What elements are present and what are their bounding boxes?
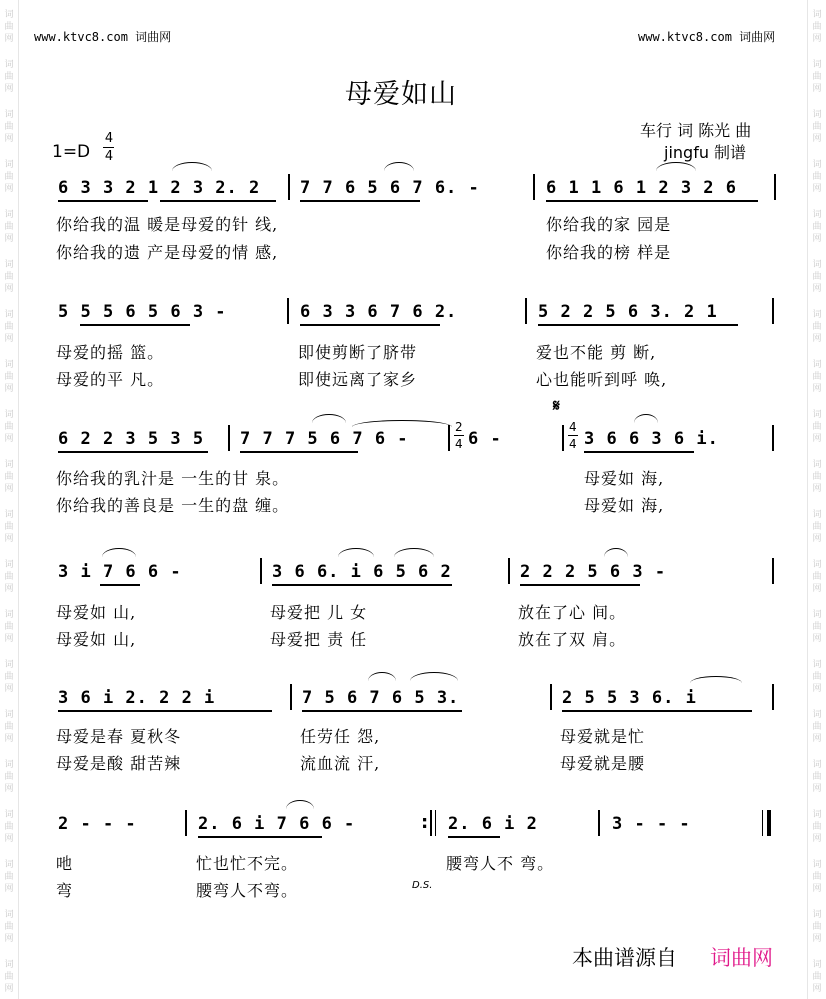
underline-beam [448,836,500,838]
watermark-char: 网 [812,534,822,544]
lyrics-row1-verse2-b: 你给我的榜 样是 [546,243,672,262]
watermark-char: 词 [812,10,822,20]
slur [312,414,346,423]
underline-beam [160,200,276,202]
watermark-char: 曲 [4,972,14,982]
lyrics-row2-verse2-c: 心也能听到呼 唤, [536,370,668,389]
watermark-char: 词 [4,960,14,970]
watermark-char: 词 [4,360,14,370]
slur [368,672,396,681]
lyrics-row5-verse2-c: 母爱就是腰 [560,754,646,773]
lyrics-row3-verse2-b: 母爱如 海, [584,496,665,515]
underline-beam [58,200,148,202]
notes-row4-measure3: 2 2 2 5 6 3 - [520,562,667,582]
watermark-char: 网 [812,634,822,644]
watermark-char: 曲 [812,522,822,532]
watermark-char: 曲 [4,372,14,382]
notes-row6-measure4: 3 - - - [612,814,691,834]
lyrics-row4-verse2-a: 母爱如 山, [56,630,137,649]
left-watermark-column [0,0,19,999]
watermark-char: 曲 [4,672,14,682]
watermark-char: 词 [4,760,14,770]
notes-row1-measure2: 7 7 6 5 6 7 6. - [300,178,480,198]
lyrics-row1-verse1-b: 你给我的家 园是 [546,215,672,234]
watermark-char: 网 [4,234,14,244]
underline-beam [538,324,738,326]
final-barline-thin [762,810,763,836]
watermark-char: 曲 [4,72,14,82]
watermark-char: 网 [4,34,14,44]
notes-row2-measure1: 5 5 5 6 5 6 3 - [58,302,227,322]
watermark-char: 网 [4,934,14,944]
time-change-line [454,435,464,436]
lyrics-row4-verse2-c: 放在了双 肩。 [518,630,627,649]
barline [185,810,187,836]
barline [525,298,527,324]
lyrics-row3-verse1-b: 母爱如 海, [584,469,665,488]
header-site-left[interactable]: www.ktvc8.com 词曲网 [34,30,172,44]
watermark-char: 网 [812,184,822,194]
watermark-char: 曲 [812,422,822,432]
watermark-char: 词 [4,710,14,720]
watermark-char: 词 [812,910,822,920]
underline-beam [520,584,640,586]
tie [352,420,452,427]
time-change2-line [568,435,578,436]
watermark-char: 曲 [4,222,14,232]
barline [772,558,774,584]
barline [562,425,564,451]
notes-row3-measure4: 3 6 6 3 6 i. [584,429,719,449]
watermark-char: 曲 [4,422,14,432]
underline-beam [272,584,452,586]
watermark-char: 词 [4,10,14,20]
watermark-char: 网 [812,384,822,394]
lyrics-row1-verse2-a: 你给我的遗 产是母爱的情 感, [56,243,279,262]
notes-row6-measure1: 2 - - - [58,814,137,834]
lyrics-row2-verse2-a: 母爱的平 凡。 [56,370,165,389]
watermark-char: 词 [4,460,14,470]
lyrics-row2-verse1-b: 即使剪断了脐带 [298,343,418,362]
watermark-char: 网 [4,684,14,694]
watermark-char: 词 [4,260,14,270]
watermark-char: 词 [4,610,14,620]
time-sig-bottom: 4 [104,149,114,164]
slur [604,548,628,557]
watermark-char: 词 [4,110,14,120]
watermark-char: 曲 [812,122,822,132]
notes-row2-measure2: 6 3 3 6 7 6 2. [300,302,458,322]
time-sig-top: 4 [104,131,114,146]
song-credits: 车行 词 陈光 曲 [640,121,752,140]
barline [290,684,292,710]
barline [772,298,774,324]
watermark-char: 词 [4,410,14,420]
watermark-char: 曲 [812,822,822,832]
score-maker: jingfu 制谱 [664,143,747,162]
underline-beam [100,584,140,586]
underline-beam [198,836,322,838]
watermark-char: 曲 [4,922,14,932]
ds-marking: D.S. [412,880,433,891]
lyrics-row4-verse1-c: 放在了心 间。 [518,603,627,622]
barline [774,174,776,200]
watermark-char: 网 [4,534,14,544]
watermark-char: 网 [812,934,822,944]
lyrics-row5-verse1-b: 任劳任 怨, [300,727,381,746]
watermark-char: 曲 [4,272,14,282]
header-site-right[interactable]: www.ktvc8.com 词曲网 [638,30,776,44]
time-change-bottom: 4 [455,437,463,451]
lyrics-row4-verse1-a: 母爱如 山, [56,603,137,622]
watermark-char: 词 [812,510,822,520]
watermark-char: 曲 [4,22,14,32]
watermark-char: 词 [812,610,822,620]
lyrics-row6-verse1-c: 腰弯人不 弯。 [446,854,555,873]
watermark-char: 词 [812,160,822,170]
notes-row5-measure3: 2 5 5 3 6. i [562,688,697,708]
slur [286,800,314,809]
barline [448,425,450,451]
watermark-char: 词 [4,560,14,570]
watermark-char: 曲 [812,322,822,332]
lyrics-row6-verse1-a: 吔 [56,854,74,873]
watermark-char: 词 [4,660,14,670]
repeat-dots: : [421,812,429,833]
watermark-char: 网 [4,634,14,644]
slur [338,548,374,557]
time-change2-bottom: 4 [569,437,577,451]
lyrics-row6-verse1-b: 忙也忙不完。 [196,854,299,873]
watermark-char: 词 [812,260,822,270]
watermark-char: 网 [4,384,14,394]
watermark-char: 曲 [812,572,822,582]
underline-beam [58,451,208,453]
notes-row1-measure3: 6 1 1 6 1 2 3 2 6 [546,178,737,198]
watermark-char: 网 [4,84,14,94]
time-sig-line [103,147,114,148]
notes-row5-measure1: 3 6 i 2. 2 2 i [58,688,216,708]
final-barline-thick [767,810,771,836]
watermark-char: 词 [4,510,14,520]
watermark-char: 网 [812,834,822,844]
watermark-char: 词 [812,310,822,320]
lyrics-row4-verse2-b: 母爱把 责 任 [270,630,368,649]
watermark-char: 曲 [4,872,14,882]
notes-row6-measure3: 2. 6 i 2 [448,814,538,834]
barline [287,298,289,324]
barline [550,684,552,710]
watermark-char: 网 [812,684,822,694]
watermark-char: 词 [812,760,822,770]
right-watermark-column [807,0,826,999]
watermark-char: 曲 [4,172,14,182]
underline-beam [562,710,752,712]
watermark-char: 曲 [4,822,14,832]
notes-row6-measure2: 2. 6 i 7 6 6 - [198,814,356,834]
watermark-char: 网 [4,484,14,494]
watermark-char: 网 [4,334,14,344]
watermark-char: 词 [812,560,822,570]
barline [508,558,510,584]
watermark-char: 网 [812,334,822,344]
watermark-char: 网 [4,884,14,894]
watermark-char: 网 [4,184,14,194]
lyrics-row5-verse2-b: 流血流 汗, [300,754,381,773]
slur [634,414,658,423]
watermark-char: 网 [4,584,14,594]
watermark-char: 网 [812,284,822,294]
barline [772,425,774,451]
lyrics-row5-verse1-a: 母爱是春 夏秋冬 [56,727,182,746]
barline [533,174,535,200]
watermark-char: 词 [812,410,822,420]
key-signature: 1=D [52,142,91,162]
watermark-char: 曲 [812,22,822,32]
watermark-char: 词 [812,110,822,120]
barline [598,810,600,836]
lyrics-row2-verse2-b: 即使远离了家乡 [298,370,418,389]
watermark-char: 词 [4,160,14,170]
notes-row1-measure1: 6 3 3 2 1 2 3 2. 2 [58,178,261,198]
watermark-char: 网 [812,584,822,594]
watermark-char: 曲 [812,872,822,882]
lyrics-row2-verse1-c: 爱也不能 剪 断, [536,343,657,362]
lyrics-row2-verse1-a: 母爱的摇 篮。 [56,343,165,362]
barline [772,684,774,710]
source-site-link[interactable]: 词曲网 [710,946,773,970]
lyrics-row4-verse1-b: 母爱把 儿 女 [270,603,368,622]
segno-sign: 𝄋 [553,396,560,415]
time-change2-top: 4 [569,420,577,434]
watermark-char: 网 [812,884,822,894]
lyrics-row5-verse2-a: 母爱是酸 甜苦辣 [56,754,182,773]
watermark-char: 词 [812,960,822,970]
watermark-char: 网 [4,284,14,294]
watermark-char: 词 [812,660,822,670]
watermark-char: 曲 [812,222,822,232]
slur [172,162,212,171]
watermark-char: 词 [812,210,822,220]
notes-row5-measure2: 7 5 6 7 6 5 3. [302,688,460,708]
notes-row4-measure1: 3 i 7 6 6 - [58,562,182,582]
watermark-char: 曲 [4,472,14,482]
watermark-char: 曲 [812,272,822,282]
watermark-char: 网 [812,734,822,744]
notes-row3-measure2: 7 7 7 5 6 7 6 - [240,429,409,449]
watermark-char: 词 [4,860,14,870]
lyrics-row1-verse1-a: 你给我的温 暖是母爱的针 线, [56,215,279,234]
watermark-char: 网 [812,484,822,494]
watermark-char: 网 [4,834,14,844]
song-title: 母爱如山 [345,79,457,110]
source-label: 本曲谱源自 [572,946,677,970]
time-change-top: 2 [455,420,463,434]
watermark-char: 网 [4,984,14,994]
watermark-char: 曲 [4,772,14,782]
slur [384,162,414,171]
watermark-char: 曲 [4,622,14,632]
notes-row4-measure2: 3 6 6. i 6 5 6 2 [272,562,452,582]
watermark-char: 网 [4,784,14,794]
barline [228,425,230,451]
watermark-char: 网 [812,434,822,444]
watermark-char: 曲 [812,172,822,182]
watermark-char: 曲 [812,622,822,632]
barline [288,174,290,200]
watermark-char: 曲 [4,322,14,332]
slur [410,672,458,681]
underline-beam [300,200,420,202]
watermark-char: 词 [812,60,822,70]
underline-beam [546,200,758,202]
lyrics-row5-verse1-c: 母爱就是忙 [560,727,646,746]
watermark-char: 曲 [4,122,14,132]
lyrics-row3-verse1-a: 你给我的乳汁是 一生的甘 泉。 [56,469,290,488]
watermark-char: 网 [4,134,14,144]
underline-beam [80,324,190,326]
lyrics-row3-verse2-a: 你给我的善良是 一生的盘 缠。 [56,496,290,515]
watermark-char: 词 [4,210,14,220]
underline-beam [302,710,462,712]
underline-beam [584,451,694,453]
watermark-char: 词 [4,810,14,820]
notes-row3-measure1: 6 2 2 3 5 3 5 [58,429,205,449]
watermark-char: 词 [812,810,822,820]
notes-row3-measure3: 6 - [468,429,502,449]
watermark-char: 网 [812,784,822,794]
watermark-char: 曲 [812,772,822,782]
slur [394,548,434,557]
watermark-char: 词 [812,860,822,870]
barline [260,558,262,584]
watermark-char: 词 [812,360,822,370]
watermark-char: 曲 [812,372,822,382]
watermark-char: 网 [812,134,822,144]
watermark-char: 网 [4,734,14,744]
watermark-char: 曲 [4,522,14,532]
watermark-char: 曲 [812,672,822,682]
watermark-char: 曲 [812,972,822,982]
underline-beam [240,451,358,453]
watermark-char: 曲 [812,722,822,732]
watermark-char: 曲 [4,572,14,582]
watermark-char: 网 [812,234,822,244]
watermark-char: 词 [4,60,14,70]
watermark-char: 曲 [4,722,14,732]
watermark-char: 词 [4,910,14,920]
watermark-char: 网 [812,84,822,94]
tie [690,676,742,683]
slur [102,548,136,557]
watermark-char: 曲 [812,72,822,82]
watermark-char: 网 [4,434,14,444]
repeat-barline-thin [435,810,436,836]
watermark-char: 词 [812,460,822,470]
watermark-char: 曲 [812,922,822,932]
underline-beam [300,324,440,326]
slur [656,162,696,171]
lyrics-row6-verse2-b: 腰弯人不弯。 [196,881,299,900]
watermark-char: 词 [812,710,822,720]
watermark-char: 词 [4,310,14,320]
repeat-barline [430,810,432,836]
lyrics-row6-verse2-a: 弯 [56,881,74,900]
notes-row2-measure3: 5 2 2 5 6 3. 2 1 [538,302,718,322]
watermark-char: 曲 [812,472,822,482]
watermark-char: 网 [812,34,822,44]
underline-beam [58,710,272,712]
watermark-char: 网 [812,984,822,994]
